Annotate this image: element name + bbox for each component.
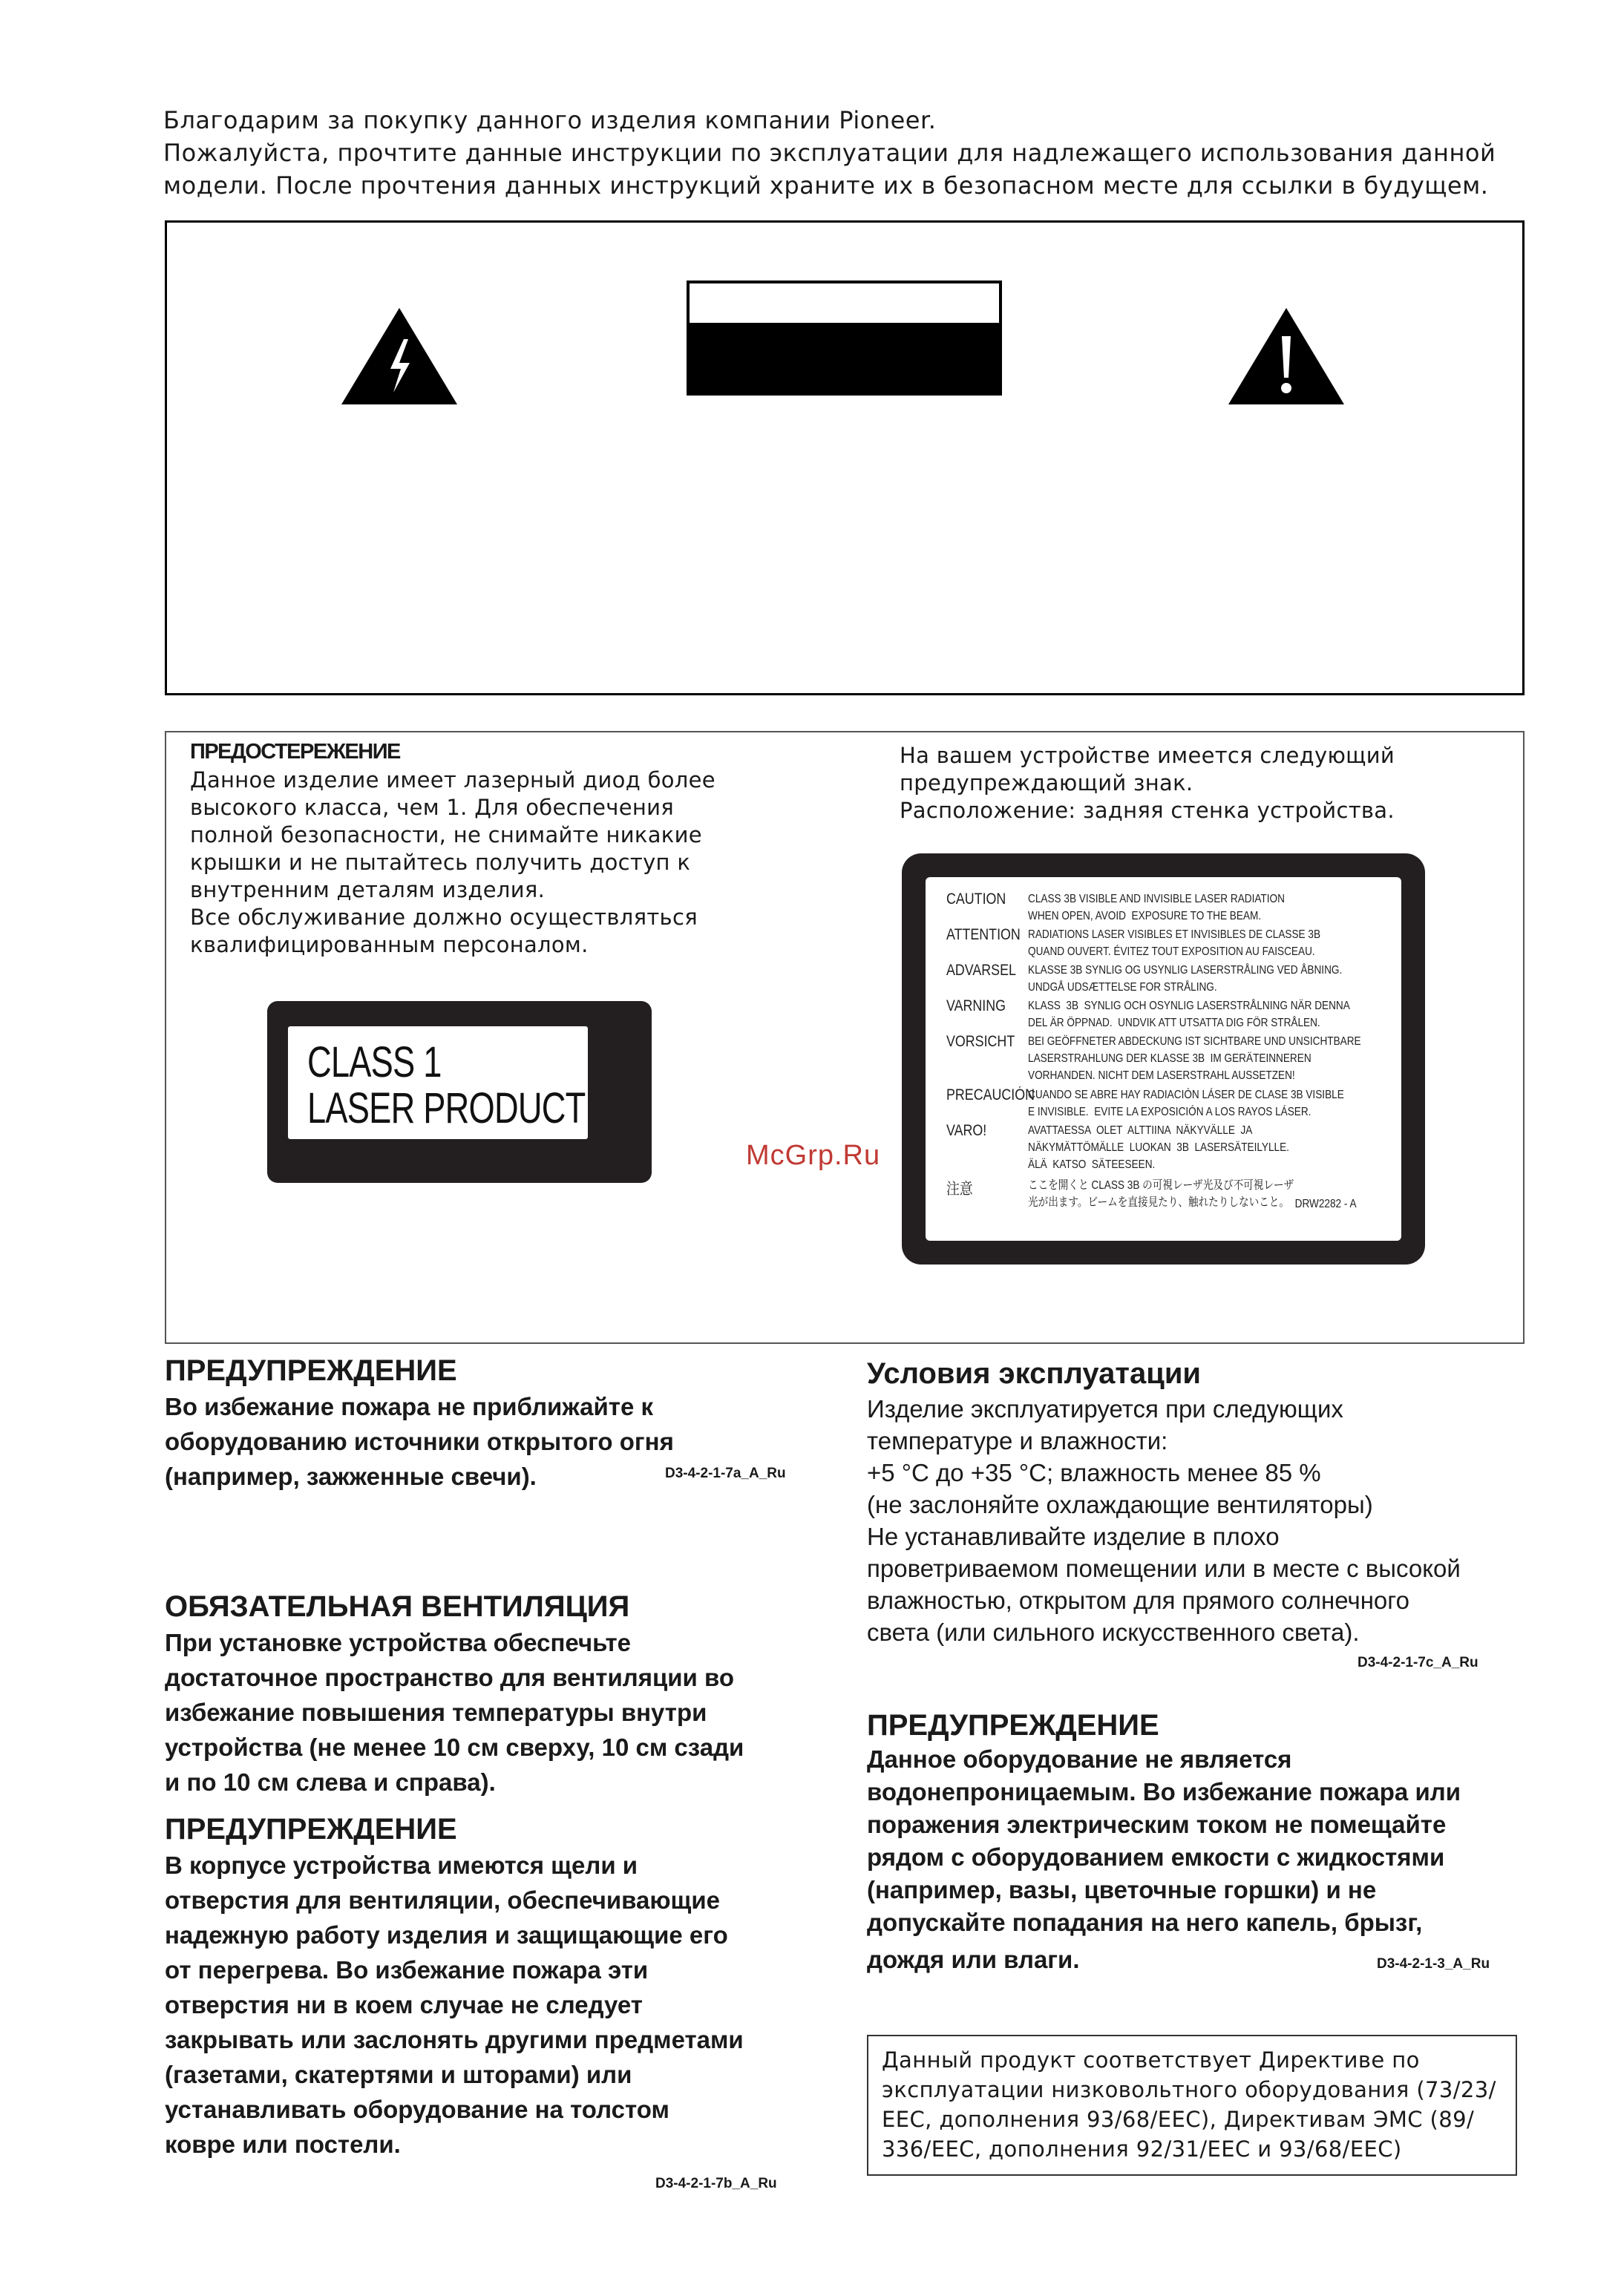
warning1-line: (например, зажженные свечи). (165, 1463, 537, 1490)
caution-title: ПРЕДОСТЕРЕЖЕНИЕ (190, 740, 400, 764)
warning2-line: закрывать или заслонять другими предметами (165, 2026, 744, 2053)
conditions-line: проветриваемом помещении или в месте с высокой (867, 1555, 1461, 1582)
directive-line: EEC, дополнения 93/68/EEC), Директивам ЭМС (89/ (882, 2107, 1475, 2132)
class1-label-inner (288, 1026, 588, 1139)
label-row-key: VORSICHT (946, 1033, 1015, 1050)
directive-text (882, 2045, 1502, 2164)
ventilation-line: избежание повышения температуры внутри (165, 1699, 707, 1726)
warning1-line: Во избежание пожара не приближайте к (165, 1393, 653, 1420)
sign-info-line: Расположение: задняя стенка устройства. (900, 798, 1395, 823)
warning3-line: (например, вазы, цветочные горшки) и не (867, 1876, 1377, 1903)
conditions-title: Условия эксплуатации (867, 1357, 1201, 1390)
lightning-triangle-icon (341, 308, 457, 407)
directive-line: Данный продукт соответствует Директиве по (882, 2047, 1420, 2073)
warning2-line: устанавливать оборудование на толстом (165, 2096, 669, 2123)
caution-label-block (687, 281, 1002, 396)
ventilation-line: достаточное пространство для вентиляции во (165, 1664, 735, 1691)
label-row-text: CUANDO SE ABRE HAY RADIACIÓN LÁSER DE CLASE 3B VISIBLE E INVISIBLE. EVITE LA EXPOSICIÓN A LOS RAYOS LÁSER. (1028, 1089, 1344, 1118)
warning2-line: отверстия ни в коем случае не следует (165, 1991, 643, 2018)
warning2-line: ковре или постели. (165, 2131, 401, 2158)
label-row-text: KLASS 3B SYNLIG OCH OSYNLIG LASERSTRÅLNING NÄR DENNA DEL ÄR ÖPPNAD. UNDVIK ATT UTSATTA DIG FÖR STRÅLEN. (1028, 1000, 1350, 1029)
warning1-text (165, 1389, 674, 1494)
warning2-title: ПРЕДУПРЕЖДЕНИЕ (165, 1813, 457, 1846)
directive-line: эксплуатации низковольтного оборудования (73/23/ (882, 2077, 1496, 2102)
label-row-text: KLASSE 3B SYNLIG OG USYNLIG LASERSTRÅLING VED ÅBNING. UNDGÅ UDSÆTTELSE FOR STRÅLING. (1028, 964, 1343, 994)
label-row-text: ここを開くと CLASS 3B の可視レーザ光及び不可視レーザ 光が出ます。ビームを直接見たり、触れたりしないこと。 (1028, 1179, 1294, 1209)
caution-line: высокого класса, чем 1. Для обеспечения (190, 795, 675, 820)
conditions-line: Не устанавливайте изделие в плохо (867, 1523, 1280, 1550)
warning3-code: D3-4-2-1-3_A_Ru (1377, 1956, 1490, 1972)
label-row-key: ADVARSEL (946, 962, 1016, 979)
sign-info-line: предупреждающий знак. (900, 770, 1193, 796)
label-row-key: CAUTION (946, 890, 1006, 908)
directive-line: 336/EEC, дополнения 92/31/EEC и 93/68/EEC) (882, 2136, 1402, 2162)
label-row-key: VARO! (946, 1122, 987, 1139)
caution-text (190, 767, 754, 959)
warning1-line: оборудованию источники открытого огня (165, 1428, 674, 1455)
conditions-line: +5 °C до +35 °C; влажность менее 85 % (867, 1459, 1321, 1486)
class1-laser-label (267, 1001, 652, 1183)
caution-line: квалифицированным персоналом. (190, 932, 589, 957)
warning3-title: ПРЕДУПРЕЖДЕНИЕ (867, 1709, 1159, 1742)
ventilation-line: и по 10 см слева и справа). (165, 1768, 496, 1796)
ventilation-text (165, 1625, 744, 1800)
warning2-line: надежную работу изделия и защищающие его (165, 1921, 728, 1949)
warning3-line: водонепроницаемым. Во избежание пожара или (867, 1778, 1461, 1805)
class3b-warning-label (902, 853, 1425, 1265)
caution-line: крышки и не пытайтесь получить доступ к (190, 850, 691, 875)
warning2-line: В корпусе устройства имеются щели и (165, 1851, 638, 1879)
intro-line-1: Благодарим за покупку данного изделия компании Pioneer. (163, 106, 937, 134)
exclamation-triangle-icon (1228, 308, 1344, 407)
warning3-line: дождя или влаги. (867, 1946, 1080, 1973)
warning1-title: ПРЕДУПРЕЖДЕНИЕ (165, 1354, 457, 1387)
conditions-line: (не заслоняйте охлаждающие вентиляторы) (867, 1491, 1373, 1518)
ventilation-title: ОБЯЗАТЕЛЬНАЯ ВЕНТИЛЯЦИЯ (165, 1590, 630, 1623)
intro-line-3: модели. После прочтения данных инструкций храните их в безопасном месте для ссылки в будущем. (163, 171, 1489, 200)
conditions-code: D3-4-2-1-7c_A_Ru (1358, 1655, 1478, 1670)
class1-line-2: LASER PRODUCT (307, 1084, 586, 1132)
warning3-line: рядом с оборудованием емкости с жидкостями (867, 1843, 1445, 1871)
warning2-line: отверстия для вентиляции, обеспечивающие (165, 1886, 721, 1914)
label-row-text: RADIATIONS LASER VISIBLES ET INVISIBLES DE CLASSE 3B QUAND OUVERT. ÉVITEZ TOUT EXPOSITION AU FAISCEAU. (1028, 928, 1321, 958)
warning2-line: (газетами, скатертями и шторами) или (165, 2061, 632, 2088)
label-row-key: VARNING (946, 997, 1006, 1014)
caution-line: Все обслуживание должно осуществляться (190, 905, 698, 930)
conditions-line: влажностью, открытом для прямого солнечного (867, 1587, 1409, 1614)
caution-label-fill (690, 323, 999, 393)
caution-line: полной безопасности, не снимайте никакие (190, 822, 702, 847)
class1-line-1: CLASS 1 (307, 1038, 442, 1086)
label-row-key: PRECAUCIÓN (946, 1086, 1035, 1103)
warning3-text (867, 1743, 1461, 1976)
class3b-label-inner (926, 877, 1401, 1241)
conditions-text (867, 1393, 1461, 1648)
caution-line: внутренним деталям изделия. (190, 877, 546, 902)
sign-info-text (900, 742, 1493, 824)
intro-line-2: Пожалуйста, прочтите данные инструкции по эксплуатации для надлежащего использования данной (163, 139, 1496, 167)
label-row-text: CLASS 3B VISIBLE AND INVISIBLE LASER RADIATION WHEN OPEN, AVOID EXPOSURE TO THE BEAM. (1028, 893, 1285, 922)
warning3-line: Данное оборудование не является (867, 1745, 1292, 1773)
ventilation-line: устройства (не менее 10 см сверху, 10 см сзади (165, 1734, 744, 1761)
directive-box (867, 2035, 1517, 2176)
conditions-line: температуре и влажности: (867, 1427, 1168, 1454)
warning3-line: допускайте попадания на него капель, брызг, (867, 1909, 1423, 1936)
warning2-text (165, 1848, 744, 2162)
warning2-line: от перегрева. Во избежание пожара эти (165, 1956, 649, 1984)
warning3-line: поражения электрическим током не помещайте (867, 1811, 1447, 1838)
label-row-key: 注意 (946, 1181, 973, 1198)
label-row-text: BEI GEÖFFNETER ABDECKUNG IST SICHTBARE UND UNSICHTBARE LASERSTRAHLUNG DER KLASSE 3B IM GERÄTEINNEREN VORHANDEN. NICHT DEM LASERSTRAHL AUSSETZEN! (1028, 1035, 1361, 1082)
label-row-text: AVATTAESSA OLET ALTTIINA NÄKYVÄLLE JA NÄKYMÄTTÖMÄLLE LUOKAN 3B LASERSÄTEILYLLE. ÄLÄ KATSO SÄTEESEEN. (1028, 1124, 1289, 1171)
label-row-key: ATTENTION (946, 926, 1021, 943)
watermark: McGrp.Ru (746, 1140, 881, 1171)
label-code: DRW2282 - A (1295, 1198, 1357, 1210)
warning1-code: D3-4-2-1-7a_A_Ru (665, 1466, 786, 1481)
caution-line: Данное изделие имеет лазерный диод более (190, 767, 715, 793)
sign-info-line: На вашем устройстве имеется следующий (900, 743, 1395, 768)
conditions-line: света (или сильного искусственного света). (867, 1618, 1360, 1646)
ventilation-line: При установке устройства обеспечьте (165, 1629, 632, 1656)
warning2-code: D3-4-2-1-7b_A_Ru (655, 2176, 777, 2191)
intro-text (163, 104, 1559, 202)
conditions-line: Изделие эксплуатируется при следующих (867, 1395, 1343, 1423)
